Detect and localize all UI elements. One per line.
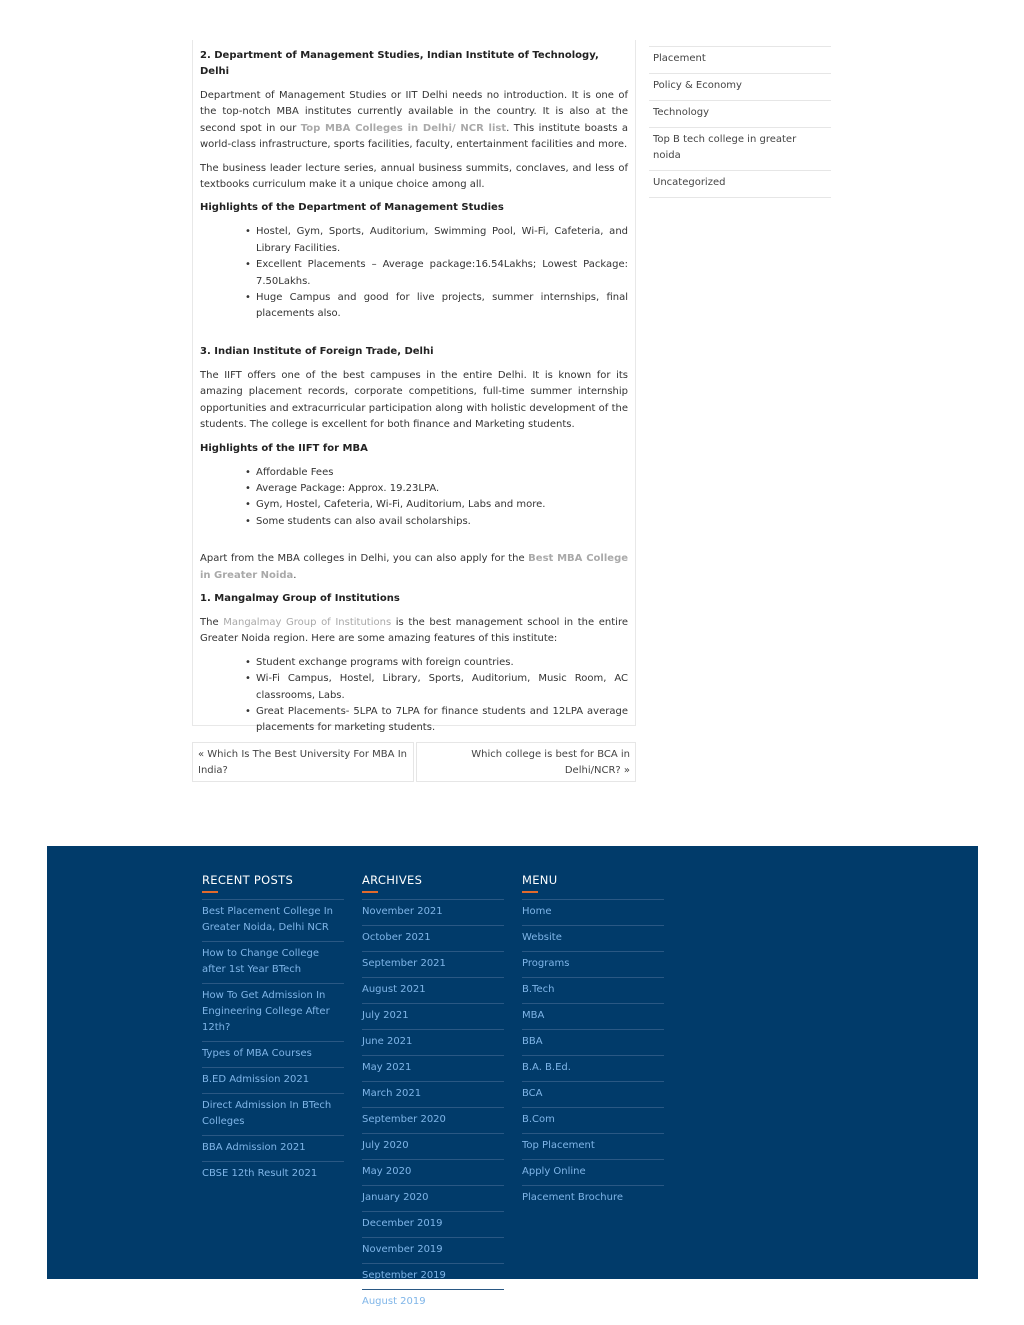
widget-title: ARCHIVES (362, 873, 423, 887)
menu-link[interactable]: B.A. B.Ed. (522, 1055, 664, 1081)
category-link[interactable]: Top B tech college in greater noida (649, 127, 831, 170)
archive-link[interactable]: May 2021 (362, 1055, 504, 1081)
archive-link[interactable]: November 2019 (362, 1237, 504, 1263)
list-item: • Wi-Fi Campus, Hostel, Library, Sports, Auditorium, Music Room, AC classrooms, Labs. (256, 671, 628, 704)
menu-link[interactable]: B.Com (522, 1107, 664, 1133)
title-underline (202, 891, 218, 893)
highlights-heading: Highlights of the IIFT for MBA (200, 442, 368, 454)
recent-post-link[interactable]: B.ED Admission 2021 (202, 1067, 344, 1093)
sidebar-categories (649, 46, 831, 198)
paragraph (200, 551, 628, 584)
text: is the best management school in the entire Greater Noida region. Here are some amazing features of this institute: (200, 616, 628, 645)
recent-post-link[interactable]: How to Change College after 1st Year BTech (202, 941, 344, 983)
recent-post-link[interactable]: Direct Admission In BTech Colleges (202, 1093, 344, 1135)
recent-posts-list (202, 899, 344, 1187)
list-item: • Excellent Placements – Average package:16.54Lakhs; Lowest Package: 7.50Lakhs. (256, 257, 628, 290)
menu-link[interactable]: Programs (522, 951, 664, 977)
next-post-link[interactable]: Which college is best for BCA in Delhi/NCR? » (416, 742, 636, 782)
list-item: • Average Package: Approx. 19.23LPA. (256, 481, 628, 497)
category-link[interactable]: Policy & Economy (649, 73, 831, 100)
menu-link[interactable]: B.Tech (522, 977, 664, 1003)
section-title: 2. Department of Management Studies, Indian Institute of Technology, Delhi (200, 50, 599, 77)
paragraph: The business leader lecture series, annual business summits, conclaves, and less of textbooks curriculum make it a unique choice among all. (200, 162, 628, 191)
archive-link[interactable]: September 2020 (362, 1107, 504, 1133)
highlights-heading: Highlights of the Department of Management Studies (200, 202, 504, 214)
archive-link[interactable]: December 2019 (362, 1211, 504, 1237)
archive-link[interactable]: July 2021 (362, 1003, 504, 1029)
recent-post-link[interactable]: How To Get Admission In Engineering College After 12th? (202, 983, 344, 1041)
category-link[interactable]: Technology (649, 100, 831, 127)
archive-link[interactable]: June 2021 (362, 1029, 504, 1055)
text: Department of Management Studies or IIT Delhi needs no introduction. It is one of the top-notch MBA institutes currently available in the country. It is also at the second spot in our (200, 90, 628, 134)
section-title: 3. Indian Institute of Foreign Trade, Delhi (200, 345, 434, 357)
features-list (200, 655, 628, 737)
list-item: • Huge Campus and good for live projects, summer internships, final placements also. (256, 290, 628, 323)
best-mba-greater-noida-link[interactable]: Best MBA College in Greater Noida (200, 553, 629, 581)
list-item: • Some students can also avail scholarships. (256, 514, 628, 530)
archive-link[interactable]: March 2021 (362, 1081, 504, 1107)
menu-link[interactable]: Top Placement (522, 1133, 664, 1159)
menu-widget (522, 872, 664, 1211)
menu-link[interactable]: Placement Brochure (522, 1185, 664, 1211)
archive-link[interactable]: January 2020 (362, 1185, 504, 1211)
widget-title: RECENT POSTS (202, 873, 294, 887)
menu-link[interactable]: Website (522, 925, 664, 951)
menu-list (522, 899, 664, 1211)
list-item: • Hostel, Gym, Sports, Auditorium, Swimming Pool, Wi-Fi, Cafeteria, and Library Facilities. (256, 224, 628, 257)
recent-posts-widget (202, 872, 344, 1187)
recent-post-link[interactable]: Best Placement College In Greater Noida, Delhi NCR (202, 899, 344, 941)
paragraph (200, 88, 628, 154)
archive-link[interactable]: September 2019 (362, 1263, 504, 1289)
category-link[interactable]: Uncategorized (649, 170, 831, 198)
section-title: 1. Mangalmay Group of Institutions (200, 592, 400, 604)
archives-list (362, 899, 504, 1315)
archive-link[interactable]: August 2019 (362, 1289, 504, 1315)
menu-link[interactable]: MBA (522, 1003, 664, 1029)
menu-link[interactable]: Home (522, 899, 664, 925)
archive-link[interactable]: May 2020 (362, 1159, 504, 1185)
top-mba-delhi-link[interactable]: Top MBA Colleges in Delhi/ NCR list (300, 122, 507, 134)
mangalmay-link[interactable]: Mangalmay Group of Institutions (223, 616, 392, 628)
archive-link[interactable]: July 2020 (362, 1133, 504, 1159)
list-item: • Great Placements- 5LPA to 7LPA for finance students and 12LPA average placements for marketing students. (256, 704, 628, 737)
recent-post-link[interactable]: CBSE 12th Result 2021 (202, 1161, 344, 1187)
menu-link[interactable]: Apply Online (522, 1159, 664, 1185)
archive-link[interactable]: October 2021 (362, 925, 504, 951)
archives-widget (362, 872, 504, 1315)
highlights-list (200, 465, 628, 531)
archive-link[interactable]: August 2021 (362, 977, 504, 1003)
text: . This institute boasts a world-class infrastructure, sports facilities, faculty, entertainment facilities and more. (200, 122, 628, 151)
recent-post-link[interactable]: Types of MBA Courses (202, 1041, 344, 1067)
menu-link[interactable]: BCA (522, 1081, 664, 1107)
article-content (192, 40, 636, 734)
title-underline (522, 891, 538, 893)
widget-title: MENU (522, 873, 558, 887)
recent-post-link[interactable]: BBA Admission 2021 (202, 1135, 344, 1161)
text: . (293, 569, 297, 581)
list-item: • Gym, Hostel, Cafeteria, Wi-Fi, Auditorium, Labs and more. (256, 497, 628, 513)
highlights-list (200, 224, 628, 322)
paragraph (200, 615, 628, 648)
text: Apart from the MBA colleges in Delhi, you can also apply for the (200, 553, 529, 565)
category-link[interactable]: Placement (649, 46, 831, 73)
previous-post-link[interactable]: « Which Is The Best University For MBA In India? (192, 742, 414, 782)
title-underline (362, 891, 378, 893)
menu-link[interactable]: BBA (522, 1029, 664, 1055)
site-footer (47, 846, 978, 1307)
list-item: • Student exchange programs with foreign countries. (256, 655, 628, 671)
text: The (200, 616, 224, 628)
list-item: • Affordable Fees (256, 465, 628, 481)
archive-link[interactable]: November 2021 (362, 899, 504, 925)
archive-link[interactable]: September 2021 (362, 951, 504, 977)
paragraph: The IIFT offers one of the best campuses in the entire Delhi. It is known for its amazing placement records, corporate competitions, full-time summer internship opportunities and extracurricular participation along with holistic development of the students. The college is excellent for both finance and Marketing students. (200, 369, 628, 431)
